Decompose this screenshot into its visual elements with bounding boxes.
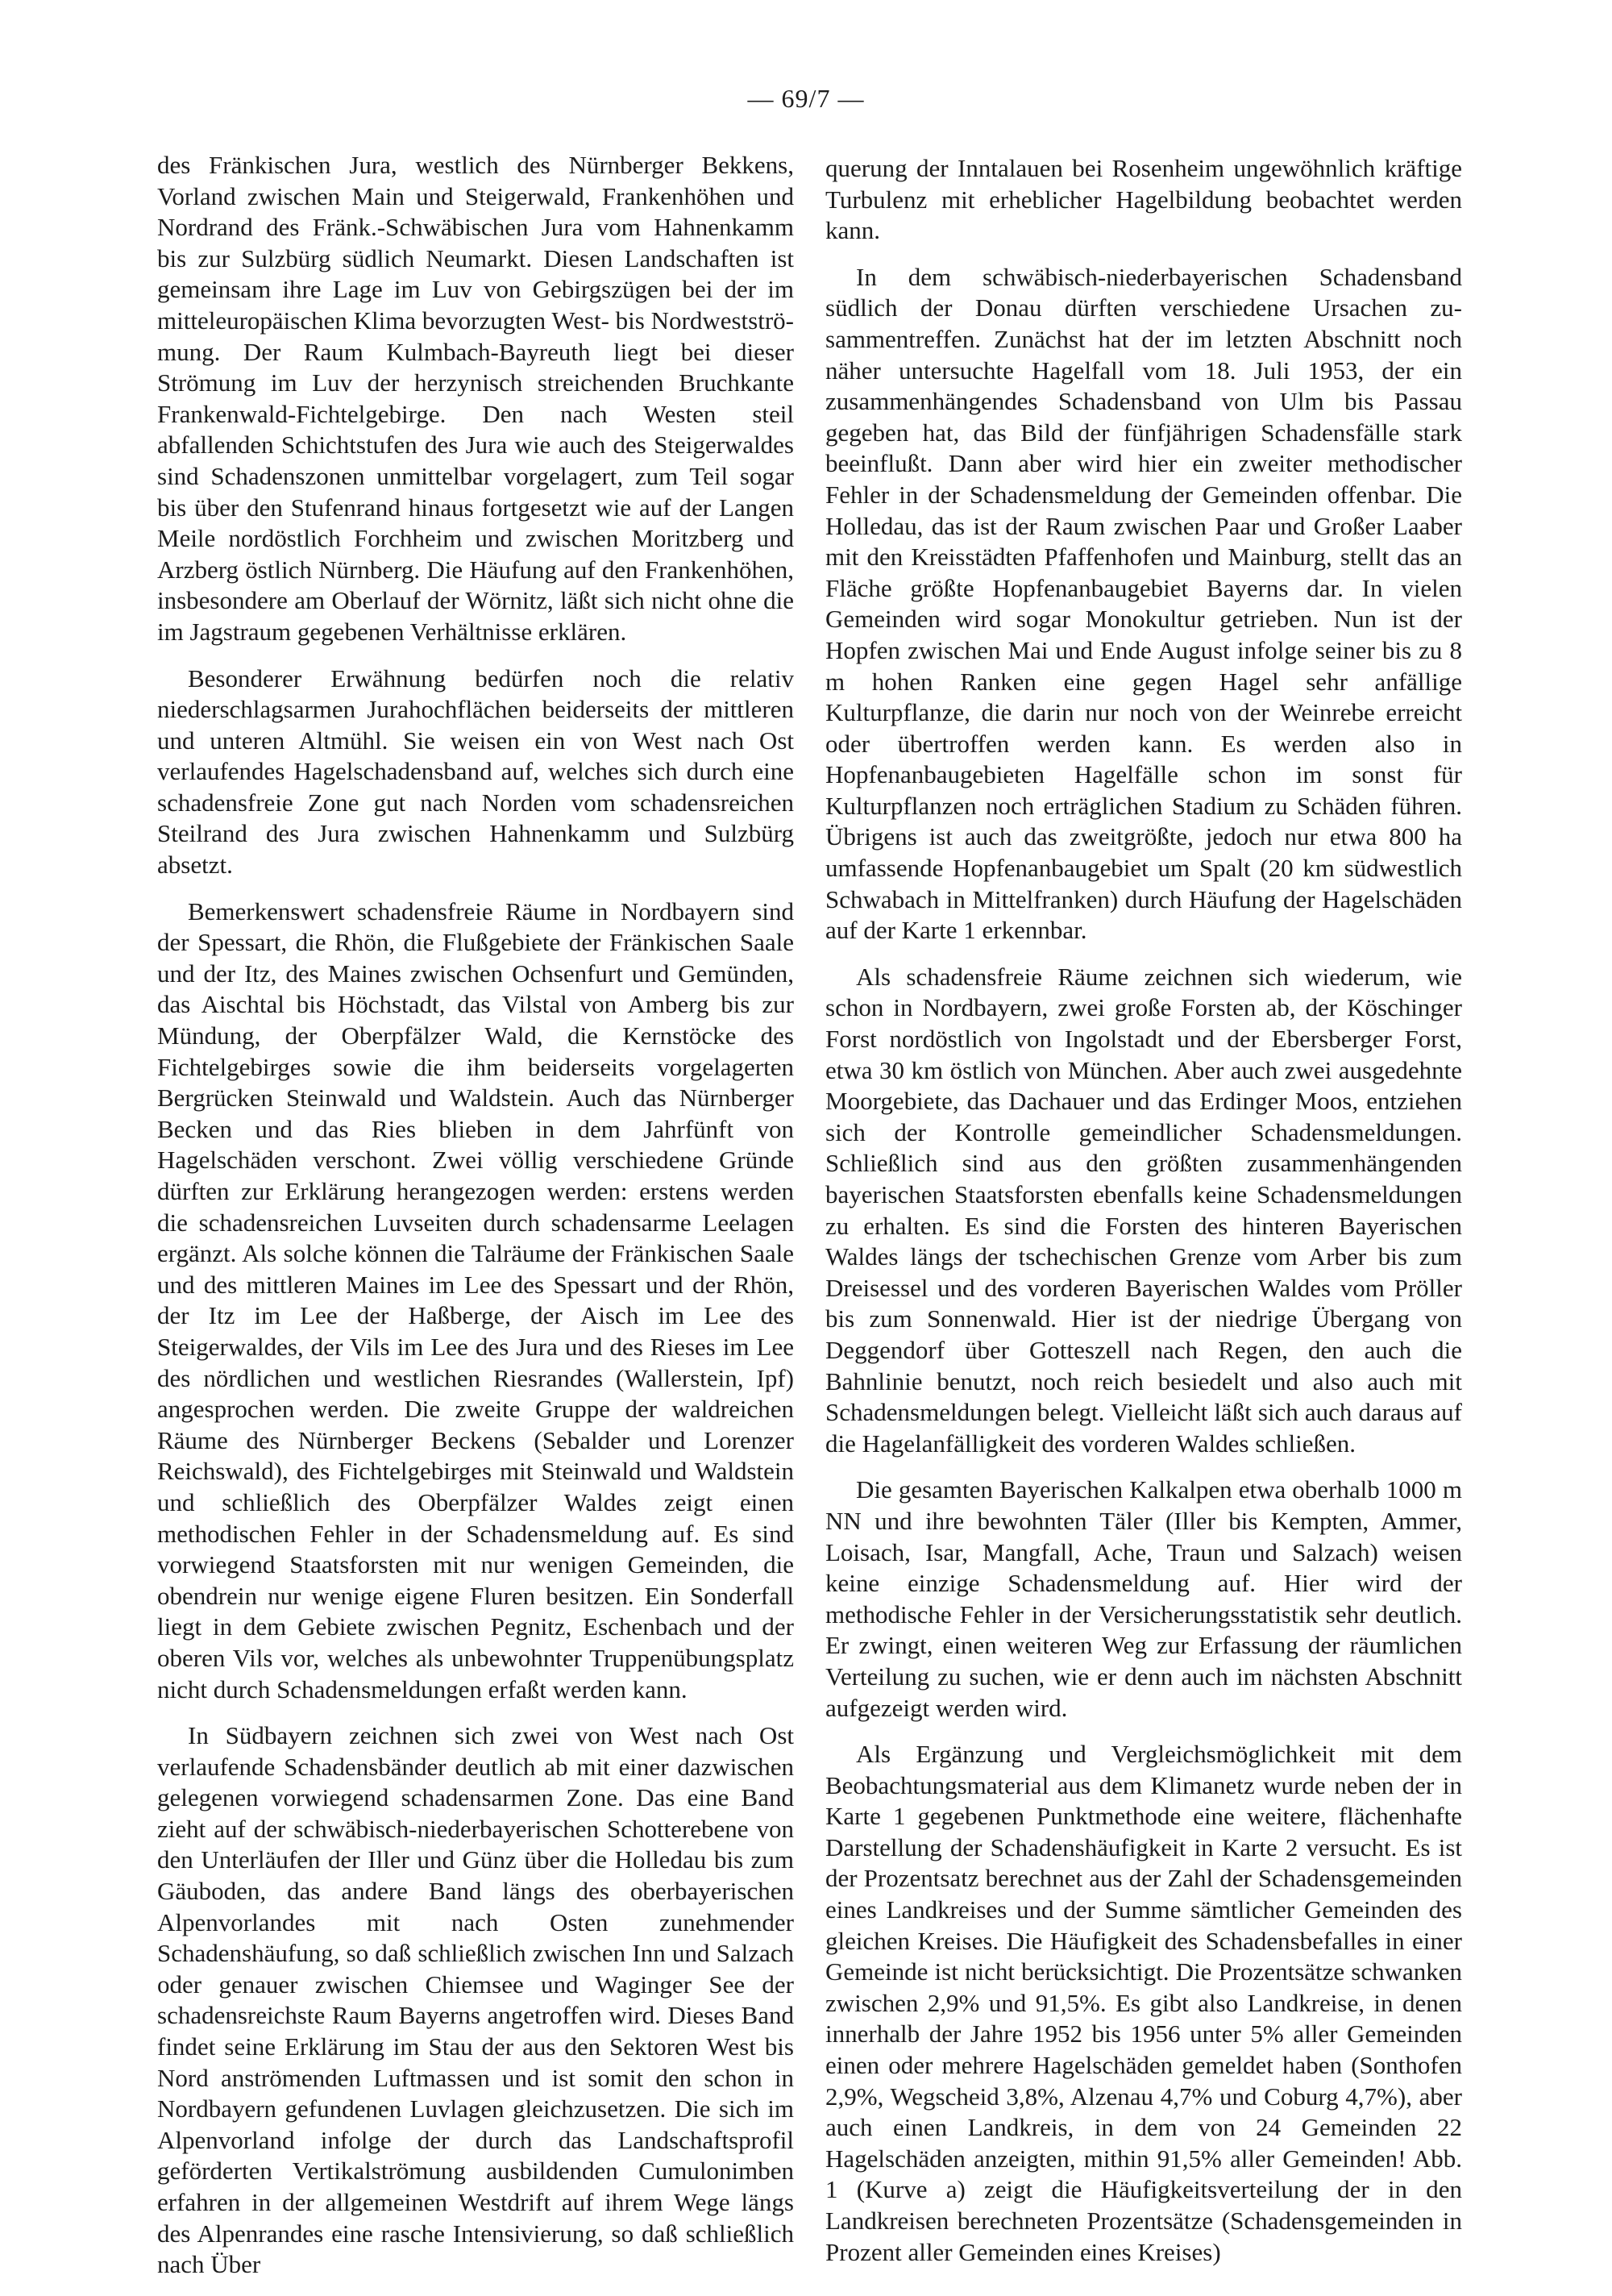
- left-paragraph-3: Bemerkenswert schadensfreie Räume in Nordbayern sind der Spessart, die Rhön, die Flußgebiete der Fränkischen Saale und der Itz, des Maines zwischen Ochsenfurt und Gemünden, das Aischtal bis Höchstadt, das Vilstal von Amberg bis zur Mündung, der Oberpfälzer Wald, die Kernstöcke des Fichtelgebirges sowie die ihm beiderseits vorgelagerten Bergrücken Steinwald und Waldstein. Auch das Nürnberger Becken und das Ries blieben in dem Jahrfünft von Hagelschäden verschont. Zwei völlig verschiedene Gründe dürften zur Erklärung herangezogen werden: erstens werden die schadensreichen Luvseiten durch schadensarme Leelagen ergänzt. Als solche können die Talräume der Fränkischen Saale und des mittleren Maines im Lee des Spessart und der Rhön, der Itz im Lee der Haßberge, der Aisch im Lee des Steigerwaldes, der Vils im Lee des Jura und des Rieses im Lee des nördlichen und westlichen Riesrandes (Wallerstein, Ipf) angesprochen werden. Die zweite Gruppe der waldreichen Räume des Nürnberger Beckens (Sebalder und Lorenzer Reichswald), des Fichtelgebirges mit Steinwald und Waldstein und schließlich des Oberpfälzer Waldes zeigt einen methodischen Fehler in der Schadensmeldung auf. Es sind vorwiegend Staatsforsten mit nur wenigen Gemeinden, die obendrein nur wenige eigene Fluren besitzen. Ein Sonderfall liegt in dem Gebiete zwischen Pegnitz, Eschenbach und der oberen Vils vor, welches als unbewohnter Truppenübungsplatz nicht durch Schadensmeldungen erfaßt werden kann.: [157, 896, 794, 1703]
- left-column: [157, 150, 794, 2296]
- left-paragraph-2: Besonderer Erwähnung bedürfen noch die relativ niederschlagsarmen Jurahochflächen beiderseits der mittleren und unteren Altmühl. Sie weisen ein von West nach Ost verlaufendes Hagelschadensband auf, welches sich durch eine schadensfreie Zone gut nach Norden vom schadensreichen Steilrand des Jura zwischen Hahnenkamm und Sulzbürg absetzt.: [157, 663, 794, 880]
- right-paragraph-5: Als Ergänzung und Vergleichsmöglichkeit mit dem Beobachtungsmaterial aus dem Klimanetz wurde neben der in Karte 1 gegebenen Punktmethode eine weitere, flächenhafte Darstellung der Schadenshäufigkeit in Karte 2 versucht. Es ist der Prozentsatz berechnet aus der Zahl der Schadensgemeinden eines Landkreises und der Summe sämtlicher Gemeinden des gleichen Kreises. Die Häufigkeit des Schadensbefalles in einer Gemeinde ist nicht berücksichtigt. Die Prozentsätze schwanken zwischen 2,9% und 91,5%. Es gibt also Landkreise, in denen innerhalb der Jahre 1952 bis 1956 unter 5% aller Gemeinden einen oder mehrere Hagelschäden gemeldet haben (Sonthofen 2,9%, Wegscheid 3,8%, Alzenau 4,7% und Coburg 4,7%), aber auch einen Landkreis, in dem von 24 Gemeinden 22 Hagelschäden anzeigten, mithin 91,5% aller Gemeinden! Abb. 1 (Kurve a) zeigt die Häufigkeitsverteilung der in den Landkreisen berechneten Prozentsätze (Schadensgemeinden in Prozent aller Gemeinden eines Kreises): [825, 1740, 1462, 2266]
- right-paragraph-2: In dem schwäbisch-niederbayerischen Schadensband südlich der Donau dürften verschiedene Ursachen zusammentreffen. Zunächst hat der im letzten Abschnitt noch näher untersuchte Hagelfall vom 18. Juli 1953, der ein zusammenhängendes Schadensband von Ulm bis Passau gegeben hat, das Bild der fünfjährigen Schadensfälle stark beeinflußt. Dann aber wird hier ein zweiter methodischer Fehler in der Schadensmeldung der Gemeinden offenbar. Die Holledau, das ist der Raum zwischen Paar und Großer Laaber mit den Kreisstädten Pfaffenhofen und Mainburg, stellt das an Fläche größte Hopfenanbaugebiet Bayerns dar. In vielen Gemeinden wird sogar Monokultur getrieben. Nun ist der Hopfen zwischen Mai und Ende August infolge seiner bis zu 8 m hohen Ranken eine gegen Hagel sehr anfällige Kulturpflanze, die darin nur noch von der Weinrebe erreicht oder übertroffen werden kann. Es werden also in Hopfenanbaugebieten Hagelfälle schon im sonst für Kulturpflanzen noch erträglichen Stadium zu Schäden führen. Übrigens ist auch das zweitgrößte, jedoch nur etwa 800 ha umfassende Hopfenanbaugebiet um Spalt (20 km südwestlich Schwabach in Mittelfranken) durch Häufung der Hagelschäden auf der Karte 1 erkennbar.: [825, 262, 1462, 945]
- right-paragraph-4: Die gesamten Bayerischen Kalkalpen etwa oberhalb 1000 m NN und ihre bewohnten Täler (Iller bis Kempten, Ammer, Loisach, Isar, Mangfall, Ache, Traun und Salzach) weisen keine einzige Schadensmeldung auf. Hier wird der methodische Fehler in der Versicherungsstatistik sehr deutlich. Er zwingt, einen weiteren Weg zur Erfassung der räumlichen Verteilung zu suchen, wie er denn auch im nächsten Abschnitt aufgezeigt werden wird.: [825, 1475, 1462, 1722]
- right-column: [825, 153, 1462, 2283]
- page-number: — 69/7 —: [747, 84, 865, 113]
- left-paragraph-1: des Fränkischen Jura, westlich des Nürnberger Bekkens, Vorland zwischen Main und Steigerwald, Frankenhöhen und Nordrand des Fränk.-Schwäbischen Jura vom Hahnenkamm bis zur Sulzbürg südlich Neumarkt. Diesen Landschaften ist gemeinsam ihre Lage im Luv von Gebirgszügen bei der im mitteleuropäischen Klima bevorzugten West- bis Nordwestströmung. Der Raum Kulmbach-Bayreuth liegt bei dieser Strömung im Luv der herzynisch streichenden Bruchkante Frankenwald-Fichtelgebirge. Den nach Westen steil abfallenden Schichtstufen des Jura wie auch des Steigerwaldes sind Schadenszonen unmittelbar vorgelagert, zum Teil sogar bis über den Stufenrand hinaus fortgesetzt wie auf der Langen Meile nordöstlich Forchheim und zwischen Moritzberg und Arzberg östlich Nürnberg. Die Häufung auf den Frankenhöhen, insbesondere am Oberlauf der Wörnitz, läßt sich nicht ohne die im Jagstraum gegebenen Verhältnisse erklären.: [157, 151, 794, 646]
- left-paragraph-4: In Südbayern zeichnen sich zwei von West nach Ost verlaufende Schadensbänder deutlich ab mit einer dazwischen gelegenen vorwiegend schadensarmen Zone. Das eine Band zieht auf der schwäbisch-niederbayerischen Schotterebene von den Unterläufen der Iller und Günz über die Holledau bis zum Gäuboden, das andere Band längs des oberbayerischen Alpenvorlandes mit nach Osten zunehmender Schadenshäufung, so daß schließlich zwischen Inn und Salzach oder genauer zwischen Chiemsee und Waginger See der schadensreichste Raum Bayerns angetroffen wird. Dieses Band findet seine Erklärung im Stau der aus den Sektoren West bis Nord anströmenden Luftmassen und ist somit den schon in Nordbayern gefundenen Luvlagen gleichzusetzen. Die sich im Alpenvorland infolge der durch das Landschaftsprofil geförderten Vertikalströmung ausbildenden Cumulonimben erfahren in der allgemeinen Westdrift auf ihrem Wege längs des Alpenrandes eine rasche Intensivierung, so daß schließlich nach Über: [157, 1721, 794, 2279]
- right-paragraph-1: querung der Inntalauen bei Rosenheim ungewöhnlich kräftige Turbulenz mit erheblicher Hagelbildung beobachtet werden kann.: [825, 154, 1462, 245]
- right-paragraph-3: Als schadensfreie Räume zeichnen sich wiederum, wie schon in Nordbayern, zwei große Forsten ab, der Köschinger Forst nordöstlich von Ingolstadt und der Ebersberger Forst, etwa 30 km östlich von München. Aber auch zwei ausgedehnte Moorgebiete, das Dachauer und das Erdinger Moos, entziehen sich der Kontrolle gemeindlicher Schadensmeldungen. Schließlich sind aus den größten zusammenhängenden bayerischen Staatsforsten ebenfalls keine Schadensmeldungen zu erhalten. Es sind die Forsten des hinteren Bayerischen Waldes längs der tschechischen Grenze vom Arber bis zum Dreisessel und des vorderen Bayerischen Waldes vom Pröller bis zum Sonnenwald. Hier ist der niedrige Übergang von Deggendorf über Gotteszell nach Regen, den auch die Bahnlinie benutzt, noch reich besiedelt und also auch mit Schadensmeldungen belegt. Vielleicht läßt sich auch daraus auf die Hagelanfälligkeit des vorderen Waldes schließen.: [825, 962, 1462, 1458]
